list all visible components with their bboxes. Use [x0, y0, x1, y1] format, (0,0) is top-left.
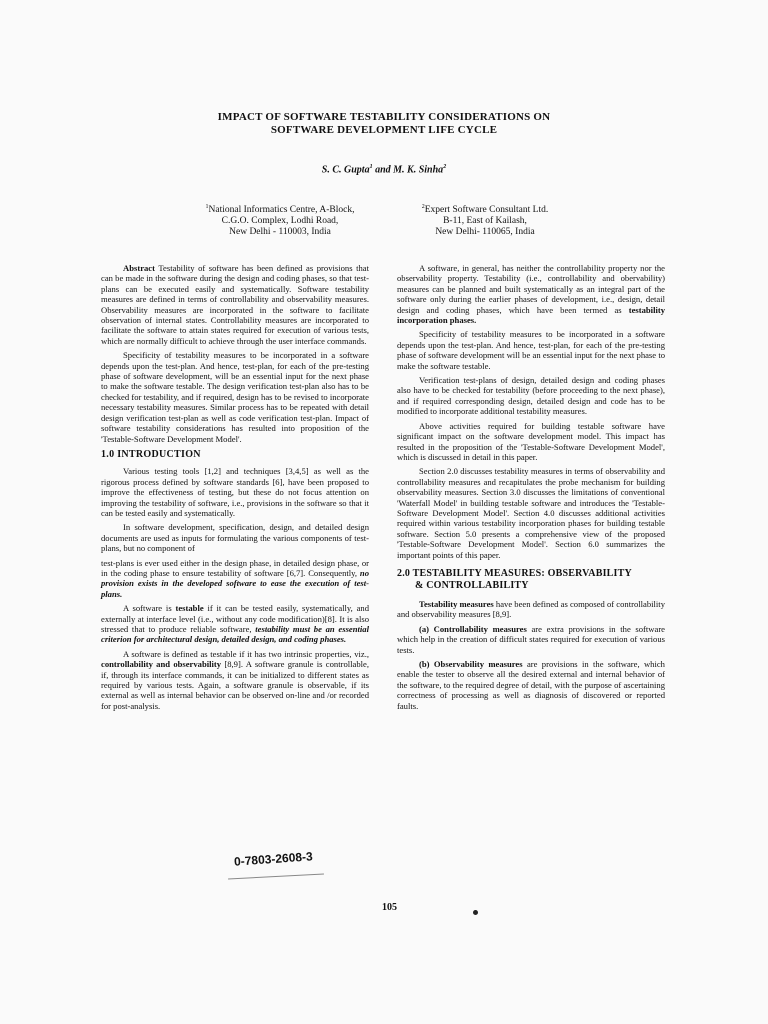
title-line-2: SOFTWARE DEVELOPMENT LIFE CYCLE [270, 124, 498, 136]
affiliation-2-line-1: Expert Software Consultant Ltd. [424, 205, 549, 216]
intro-p3-bold: testable [175, 603, 204, 614]
scan-speck [473, 910, 478, 915]
right-p1-text: A software, in general, has neither the controllability property nor the observability property. Testability (i.e., controllability and obervability) measures can be planned and built systematically as an integral part of the software only during the earlier phases of development, i.e., design, detail design and coding phases, which have been termed as [397, 263, 665, 315]
intro-paragraph-2-emphasis: no provision exists in the developed software to ease the execution of test-plans. [101, 567, 369, 599]
affiliation-2-line-2: B-11, East of Kailash, [443, 216, 527, 227]
right-paragraph-4: Above activities required for building testable software have significant impact on the software development model. This impact has resulted in the proposition of the 'Testable-Software Development Model', which is discussed in detail in this paper. [397, 420, 665, 462]
author-2-sup: 2 [443, 164, 447, 170]
s2-p1-text: have been defined as composed of controllability and observability measures [8,9]. [397, 598, 665, 620]
s2-p2-text: are extra provisions in the software which help in the creation of difficult states required for execution of various tests. [397, 623, 665, 655]
abstract-paragraph [101, 263, 369, 346]
right-column [397, 263, 665, 715]
author-line [200, 164, 568, 175]
section-2-paragraph-1 [397, 599, 665, 620]
s2-p1-bold: Testability measures [419, 598, 494, 609]
affiliation-1-line-2: C.G.O. Complex, Lodhi Road, [221, 216, 339, 227]
section-2-heading-line-1: 2.0 TESTABILITY MEASURES: OBSERVABILITY [397, 567, 632, 579]
author-1: S. C. Gupta [321, 164, 370, 176]
affiliation-2-sup: 2 [421, 204, 425, 210]
intro-paragraph-3 [101, 603, 369, 645]
isbn-underline [228, 873, 324, 879]
s2-p2-bold: (a) Controllability measures [419, 623, 527, 634]
section-2-paragraph-2 [397, 624, 665, 655]
left-column [101, 263, 369, 715]
intro-p3-text-a: A software is [123, 603, 176, 614]
affiliation-1 [170, 202, 390, 238]
affiliation-1-line-3: New Delhi - 110003, India [229, 227, 331, 238]
isbn-number: 0-7803-2608-3 [233, 849, 314, 869]
introduction-heading: 1.0 INTRODUCTION [101, 448, 201, 460]
right-p1-bold: testability incorporation phases. [397, 304, 665, 326]
author-2: M. K. Sinha [393, 164, 444, 176]
intro-p3-text-c: if it can be tested easily, systematically, and externally at interface level (i.e., without any code modification)[8]. It is also stressed that to produce reliable software, [101, 603, 370, 634]
intro-p4-text-c: [8,9]. A software granule is controllable, if, through its interface commands, it can be initialized to different states as required by various tests. Again, a software granule is observable, if its external as well as internal behavior can be observed on-line and /or recorded for post-analysis. [101, 659, 369, 711]
author-joiner: and [372, 164, 394, 176]
intro-paragraph-2-text: test-plans is ever used either in the design phase, in detailed design phase, or in the coding phase to ensure testability of software [6,7]. Consequently, [101, 557, 369, 578]
intro-p4-text-a: A software is defined as testable if it has two intrinsic properties, viz., [123, 648, 369, 659]
abstract-body: Testability of software has been defined as provisions that can be made in the software during the design and coding phases, so that test-plans can be executed easily and systematically. Software testability measures are defined in terms of controllability and observability measures. Observability measures are incorporated in the software to facilitate observation of internal states. Controllability measures are incorporated to facilitate the software to attain states required for execution of various tests, which are normally difficult to achieve through the user interface commands. [101, 263, 369, 346]
right-paragraph-1 [397, 263, 665, 325]
section-2-heading [397, 568, 665, 592]
affiliation-1-sup: 1 [205, 204, 209, 210]
intro-p3-emphasis: testability must be an essential criterion for architectural design, detailed design, and coding phases. [101, 624, 369, 645]
intro-paragraph-2-cont [101, 558, 369, 600]
intro-paragraph-2: In software development, specification, design, and detailed design documents are used as inputs for formulating the various components of test-plans, but no component of [101, 522, 369, 554]
affiliation-2 [380, 202, 590, 238]
intro-paragraph-4 [101, 649, 369, 711]
title-line-1: IMPACT OF SOFTWARE TESTABILITY CONSIDERATIONS ON [217, 111, 551, 123]
page-number: 105 [382, 902, 397, 913]
right-paragraph-5: Section 2.0 discusses testability measures in terms of observability and controllability measures and recapitulates the probe mechanism for building observability measures. Section 3.0 discusses the limitations of conventional 'Waterfall Model' in building testable software and introduces the 'Testable-Software Development Model'. Section 4.0 discusses additional activities required within various testability incorporation phases for building testable software. Section 5.0 presents a comprehensive view of the proposed 'Testable-Software Development Model'. Section 6.0 summarizes the important points of this paper. [397, 466, 665, 560]
section-2-heading-line-2: & CONTROLLABILITY [415, 579, 529, 591]
affiliation-1-line-1: National Informatics Centre, A-Block, [208, 205, 355, 216]
abstract-paragraph-2: Specificity of testability measures to be incorporated in a software depends upon the test-plan. And hence, test-plan, for each of the pre-testing phase of software development, will be an essential input for the next phase to make the software testable. The design verification test-plan also has to be checked for testability, and if required, design has to be revised to incorporate necessary testability measures. Similar process has to be repeated with detail design verification test-plan as well as code verification test-plan. Impact of software testability considerations has resulted into proposition of the 'Testable-Software Development Model'. [101, 350, 369, 444]
right-paragraph-2: Specificity of testability measures to be incorporated in a software depends upon the test-plan. And hence, test-plan, for each of the pre-testing phase of software development will be an essential input for the next phase to make the software testable. [397, 329, 665, 371]
affiliation-2-line-3: New Delhi- 110065, India [435, 227, 535, 238]
s2-p3-bold: (b) Observability measures [419, 659, 523, 669]
paper-title [120, 111, 648, 137]
intro-paragraph-1: Various testing tools [1,2] and techniques [3,4,5] as well as the rigorous process defined by software standards [6], have been proposed to improve the effectiveness of testing, but these do not focus attention on improving the testability of software, i.e., provisions in the software so that it can be tested easily and systematically. [101, 466, 369, 518]
intro-p4-bold: controllability and observability [101, 659, 222, 670]
s2-p3-text: are provisions in the software, which enable the tester to observe all the desired external and internal behavior of the software, to the required degree of detail, with the purpose of ascertaining correctness of processing as well as diagnosis of discovered or reported faults. [397, 659, 665, 711]
abstract-label: Abstract [123, 263, 155, 273]
right-paragraph-3: Verification test-plans of design, detailed design and coding phases also have to be checked for testability (before proceeding to the next phase), and if required corresponding design, detailed design and code has to be modified to incorporate additional testability measures. [397, 375, 665, 417]
author-1-sup: 1 [369, 164, 373, 170]
section-2-paragraph-3 [397, 659, 665, 711]
